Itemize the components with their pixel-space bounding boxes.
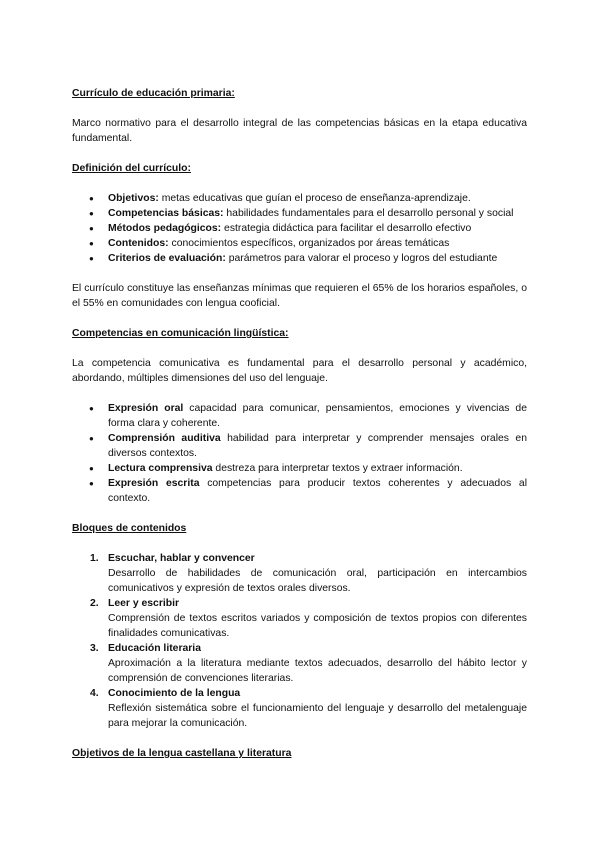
list-item-term: Criterios de evaluación: <box>108 253 226 264</box>
paragraph-curriculo: El currículo constituye las enseñanzas mínimas que requieren el 65% de los horarios españoles, o el 55% en comunidades con lengua cooficial. <box>72 283 527 309</box>
heading-bloques: Bloques de contenidos <box>72 523 187 534</box>
list-item-text: destreza para interpretar textos y extraer información. <box>212 463 463 474</box>
paragraph-competencia: La competencia comunicativa es fundamental para el desarrollo personal y académico, abordando, múltiples dimensiones del uso del lenguaje. <box>72 358 527 384</box>
bloque-title: Conocimiento de la lengua <box>108 688 241 699</box>
list-item-text: conocimientos específicos, organizados por áreas temáticas <box>168 238 450 249</box>
list-item-term: Lectura comprensiva <box>108 463 213 474</box>
list-item <box>72 236 527 251</box>
list-item-text: habilidades fundamentales para el desarrollo personal y social <box>223 208 514 219</box>
bloque-title: Escuchar, hablar y convencer <box>108 553 255 564</box>
list-item-term: Expresión escrita <box>108 478 200 489</box>
bloque-item <box>72 551 527 596</box>
bloque-description: Comprensión de textos escritos variados y composición de textos propios con diferentes finalidades comunicativas. <box>108 613 527 639</box>
bloque-item <box>72 641 527 686</box>
list-item-text: estrategia didáctica para facilitar el desarrollo efectivo <box>221 223 472 234</box>
list-item <box>72 476 527 506</box>
bloque-description: Desarrollo de habilidades de comunicación oral, participación en intercambios comunicativos y expresión de textos orales diversos. <box>108 568 527 594</box>
list-item <box>72 461 527 476</box>
heading-curriculo: Currículo de educación primaria: <box>72 88 235 99</box>
list-item <box>72 401 527 431</box>
bloque-number: 3. <box>90 643 99 654</box>
definicion-list <box>72 191 527 266</box>
bloque-item <box>72 596 527 641</box>
list-item-term: Expresión oral <box>108 403 184 414</box>
list-item-text: parámetros para valorar el proceso y logros del estudiante <box>225 253 498 264</box>
heading-objetivos: Objetivos de la lengua castellana y literatura <box>72 748 292 759</box>
list-item-text: capacidad para comunicar, pensamientos, emociones y vivencias de forma clara y coherente. <box>108 403 527 429</box>
list-item-term: Métodos pedagógicos: <box>108 223 222 234</box>
bloque-description: Aproximación a la literatura mediante textos adecuados, desarrollo del hábito lector y comprensión de convenciones literarias. <box>108 658 527 684</box>
bloque-number: 1. <box>90 553 99 564</box>
bloque-item <box>72 686 527 731</box>
list-item-term: Competencias básicas: <box>108 208 224 219</box>
list-item-text: competencias para producir textos coherentes y adecuados al contexto. <box>108 478 528 504</box>
document-content <box>72 86 527 761</box>
list-item-text: metas educativas que guían el proceso de enseñanza-aprendizaje. <box>158 193 471 204</box>
heading-definicion: Definición del currículo: <box>72 163 191 174</box>
list-item <box>72 431 527 461</box>
list-item <box>72 221 527 236</box>
list-item <box>72 251 527 266</box>
bloque-description: Reflexión sistemática sobre el funcionamiento del lenguaje y desarrollo del metalenguaje para mejorar la comunicación. <box>108 703 527 729</box>
paragraph-marco: Marco normativo para el desarrollo integral de las competencias básicas en la etapa educativa fundamental. <box>72 118 527 144</box>
heading-competencias: Competencias en comunicación lingüística: <box>72 328 289 339</box>
bloque-title: Leer y escribir <box>108 598 180 609</box>
bloque-number: 2. <box>90 598 99 609</box>
list-item-term: Objetivos: <box>108 193 159 204</box>
list-item <box>72 206 527 221</box>
bloque-title: Educación literaria <box>108 643 201 654</box>
list-item <box>72 191 527 206</box>
list-item-text: habilidad para interpretar y comprender mensajes orales en diversos contextos. <box>108 433 527 459</box>
competencias-list <box>72 401 527 506</box>
list-item-term: Contenidos: <box>108 238 169 249</box>
bloques-list <box>72 551 527 731</box>
list-item-term: Comprensión auditiva <box>108 433 221 444</box>
bloque-number: 4. <box>90 688 99 699</box>
